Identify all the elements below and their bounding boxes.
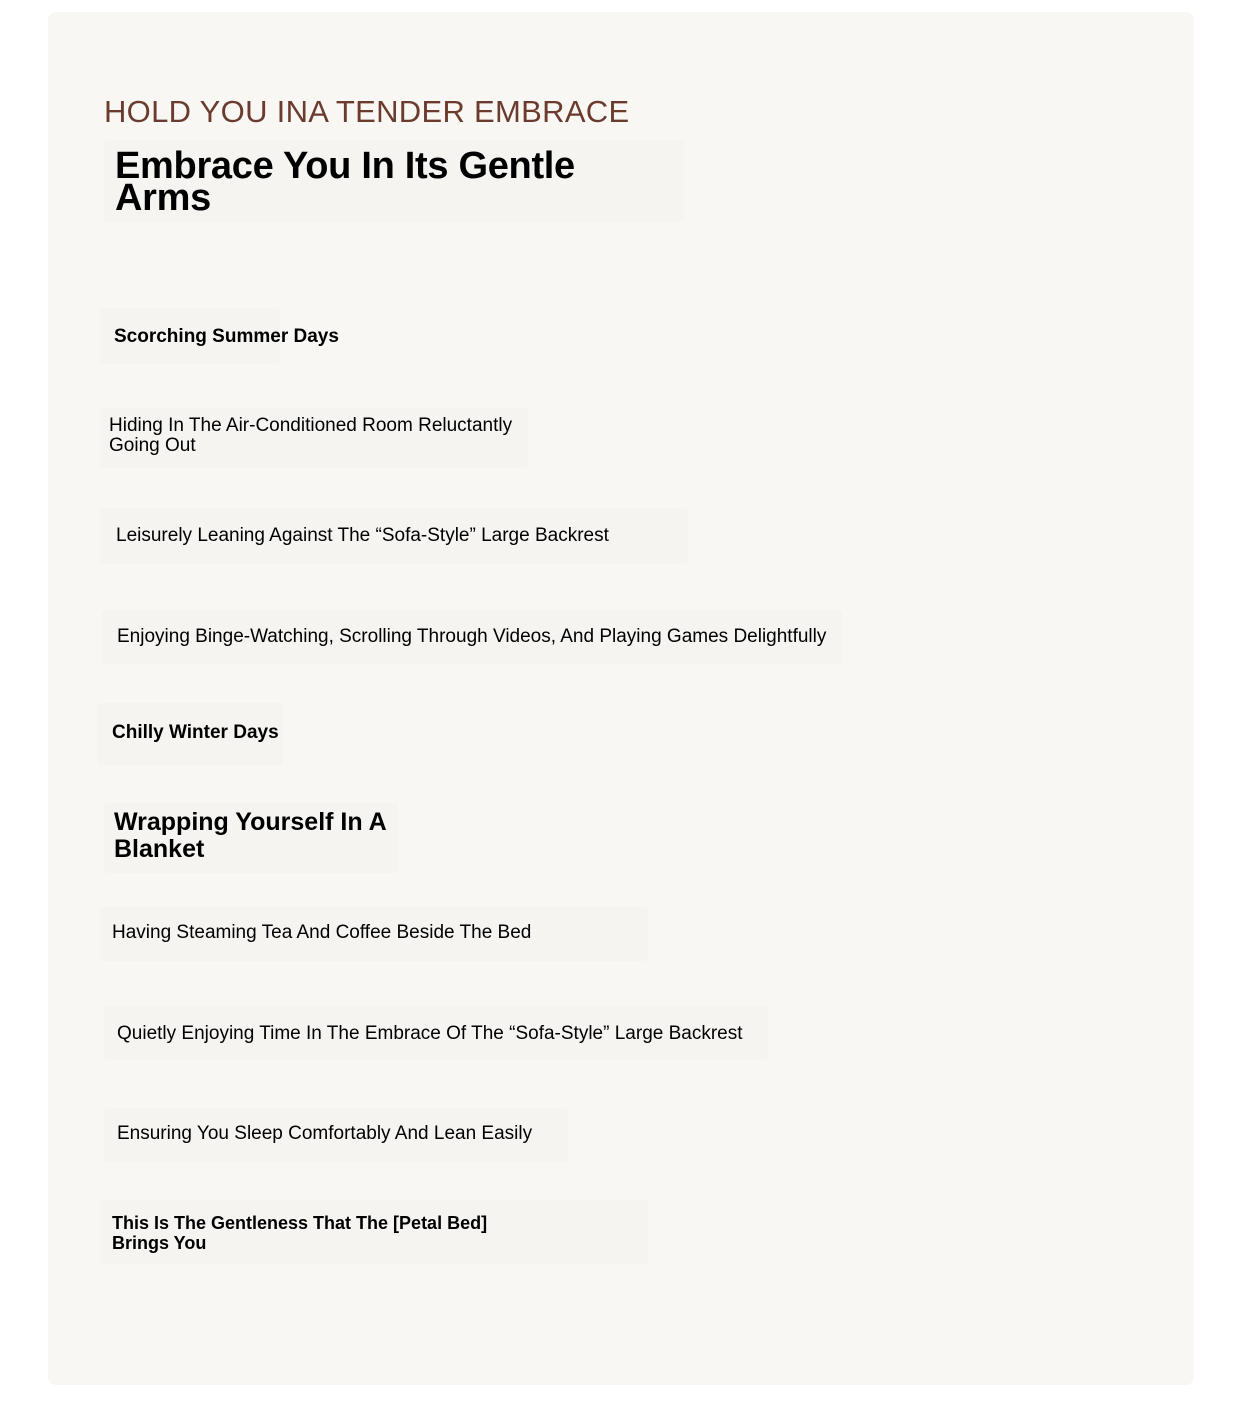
winter-line-3: Ensuring You Sleep Comfortably And Lean Easily	[117, 1123, 533, 1144]
eyebrow-title: HOLD YOU INA TENDER EMBRACE	[104, 94, 630, 129]
summer-line-1: Hiding In The Air-Conditioned Room Reluctantly Going Out	[109, 415, 513, 456]
season-heading-winter: Chilly Winter Days	[112, 722, 279, 743]
winter-line-1: Having Steaming Tea And Coffee Beside The Bed	[112, 922, 532, 943]
winter-subheading: Wrapping Yourself In A Blanket	[114, 808, 386, 863]
summer-line-3: Enjoying Binge-Watching, Scrolling Through Videos, And Playing Games Delightfully	[117, 626, 827, 647]
season-heading-summer: Scorching Summer Days	[114, 326, 339, 347]
winter-line-2: Quietly Enjoying Time In The Embrace Of The “Sofa-Style” Large Backrest	[117, 1023, 743, 1044]
summer-line-2: Leisurely Leaning Against The “Sofa-Style” Large Backrest	[116, 525, 609, 546]
closing-line: This Is The Gentleness That The [Petal Bed] Brings You	[112, 1213, 488, 1253]
headline: Embrace You In Its Gentle Arms	[115, 145, 575, 219]
